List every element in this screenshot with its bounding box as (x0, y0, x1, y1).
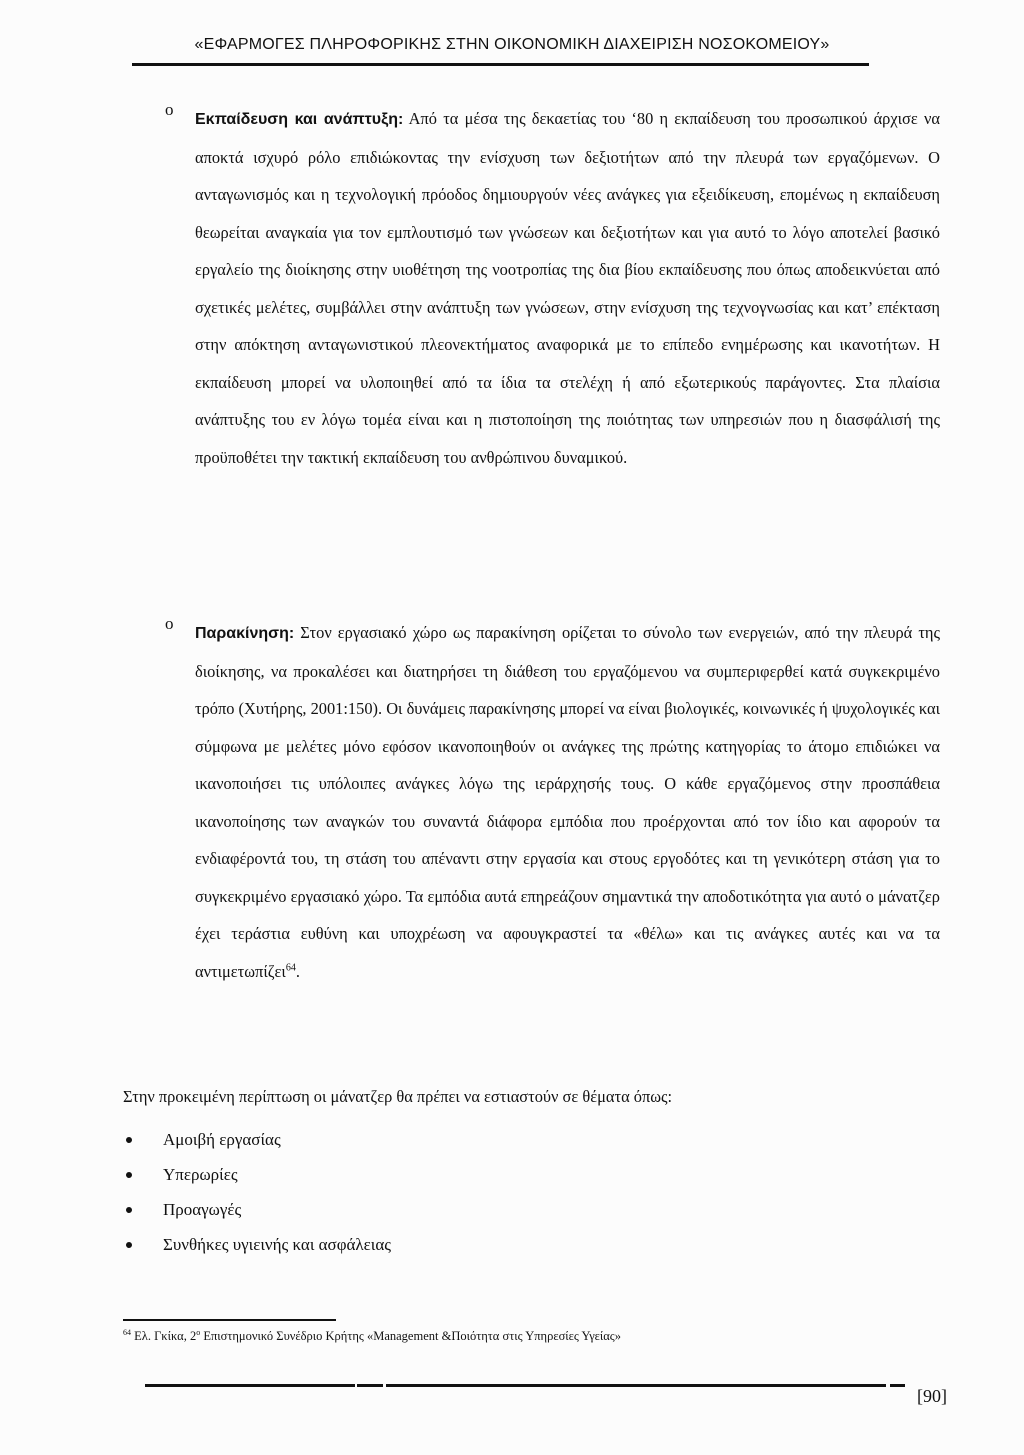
list-item (123, 1165, 391, 1200)
list-item (123, 1235, 391, 1270)
bullet-icon (126, 1207, 132, 1213)
page-number: [90] (917, 1386, 947, 1406)
running-header: «ΕΦΑΡΜΟΓΕΣ ΠΛΗΡΟΦΟΡΙΚΗΣ ΣΤΗΝ ΟΙΚΟΝΟΜΙΚΗ ΔΙΑΧΕΙΡΙΣΗ ΝΟΣΟΚΟΜΕΙΟΥ» (194, 36, 830, 53)
footnote-ordinal: ο (196, 1327, 201, 1337)
list-item (123, 1200, 391, 1235)
bullet-icon (126, 1242, 132, 1248)
footer-rule (145, 1384, 355, 1387)
intro-sentence: Στην προκειμένη περίπτωση οι μάνατζερ θα πρέπει να εστιαστούν σε θέματα όπως: (123, 1087, 673, 1106)
paragraph-motivation (195, 614, 940, 990)
paragraph-training (195, 100, 940, 476)
list-item (123, 1130, 391, 1165)
footer-rule (357, 1384, 383, 1387)
list-item-text: Αμοιβή εργασίας (163, 1130, 281, 1149)
header-rule (132, 63, 869, 66)
bullet-icon (126, 1137, 132, 1143)
bullet-icon (126, 1172, 132, 1178)
list-item-text: Συνθήκες υγιεινής και ασφάλειας (163, 1235, 392, 1254)
term-motivation: Παρακίνηση: (195, 625, 295, 642)
term-training: Εκπαίδευση και ανάπτυξη: (195, 111, 404, 128)
footnote (123, 1329, 621, 1344)
list-item-text: Υπερωρίες (163, 1165, 238, 1184)
footnote-text: Ελ. Γκίκα, 2 (134, 1329, 197, 1343)
list-marker-motivation: o (165, 614, 174, 633)
footnote-number: 64 (123, 1327, 131, 1337)
footnote-reference: 64 (285, 962, 296, 974)
paragraph-motivation-end: . (295, 961, 300, 981)
footer-rule (386, 1384, 886, 1387)
paragraph-training-text: Από τα μέσα της δεκαετίας του ‘80 η εκπαίδευση του προσωπικού άρχισε να αποκτά ισχυρό ρόλο επιδιώκοντας την ενίσχυση των δεξιοτήτων από την πλευρά των εργαζόμενων. Ο ανταγωνισμός και η τεχνολογική πρόοδος δημιουργούν νέες ανάγκες για εξειδίκευση, επομένως η εκπαίδευση θεωρείται αναγκαία για τον εμπλουτισμό των γνώσεων και δεξιοτήτων και για αυτό το λόγο αποτελεί βασικό εργαλείο της διοίκησης στην υιοθέτηση της νοοτροπίας της δια βίου εκπαίδευσης που όπως αποδεικνύεται από σχετικές μελέτες, συμβάλλει στην ανάπτυξη των γνώσεων, στην ενίσχυση της τεχνογνωσίας και κατ’ επέκταση στην απόκτηση ανταγωνιστικού πλεονεκτήματος αναφορικά με το επίπεδο ενημέρωσης και ικανοτήτων. Η εκπαίδευση μπορεί να υλοποιηθεί από τα ίδια τα στελέχη ή από εξωτερικούς παράγοντες. Στα πλαίσια ανάπτυξης του εν λόγω τομέα είναι και η πιστοποίηση της ποιότητας των υπηρεσιών που η διασφάλισή της προϋποθέτει την τακτική εκπαίδευση του ανθρώπινου δυναμικού. (195, 109, 940, 467)
footer-rule (890, 1384, 905, 1387)
bullet-list (123, 1130, 391, 1270)
footnote-rest: Επιστημονικό Συνέδριο Κρήτης «Management &Ποιότητα στις Υπηρεσίες Υγείας» (200, 1329, 621, 1343)
footnote-rule (123, 1319, 336, 1321)
list-item-text: Προαγωγές (163, 1200, 242, 1219)
list-marker-training: o (165, 100, 174, 119)
paragraph-motivation-text: Στον εργασιακό χώρο ως παρακίνηση ορίζεται το σύνολο των ενεργειών, από την πλευρά της διοίκησης, να προκαλέσει και διατηρήσει τη διάθεση του εργαζόμενου να συμπεριφερθεί κατά συγκεκριμένο τρόπο (Χυτήρης, 2001:150). Οι δυνάμεις παρακίνησης μπορεί να είναι βιολογικές, κοινωνικές ή ψυχολογικές και σύμφωνα με μελέτες μόνο εφόσον ικανοποιηθούν οι ανάγκες της πρώτης κατηγορίας το άτομο επιδιώκει να ικανοποιήσει τις υπόλοιπες ανάγκες λόγω της ιεράρχησής τους. Ο κάθε εργαζόμενος στην προσπάθεια ικανοποίησης των αναγκών του συναντά διάφορα εμπόδια που προέρχονται από τον ίδιο και αφορούν τα ενδιαφέροντά του, τη στάση του απέναντι στην εργασία και στους εργοδότες και τη γενικότερη στάση για το συγκεκριμένο εργασιακό χώρο. Τα εμπόδια αυτά επηρεάζουν σημαντικά την αποδοτικότητα για αυτό ο μάνατζερ έχει τεράστια ευθύνη και υποχρέωση να αφουγκραστεί τα «θέλω» και τις ανάγκες αυτές και να τα αντιμετωπίζει (195, 623, 940, 981)
